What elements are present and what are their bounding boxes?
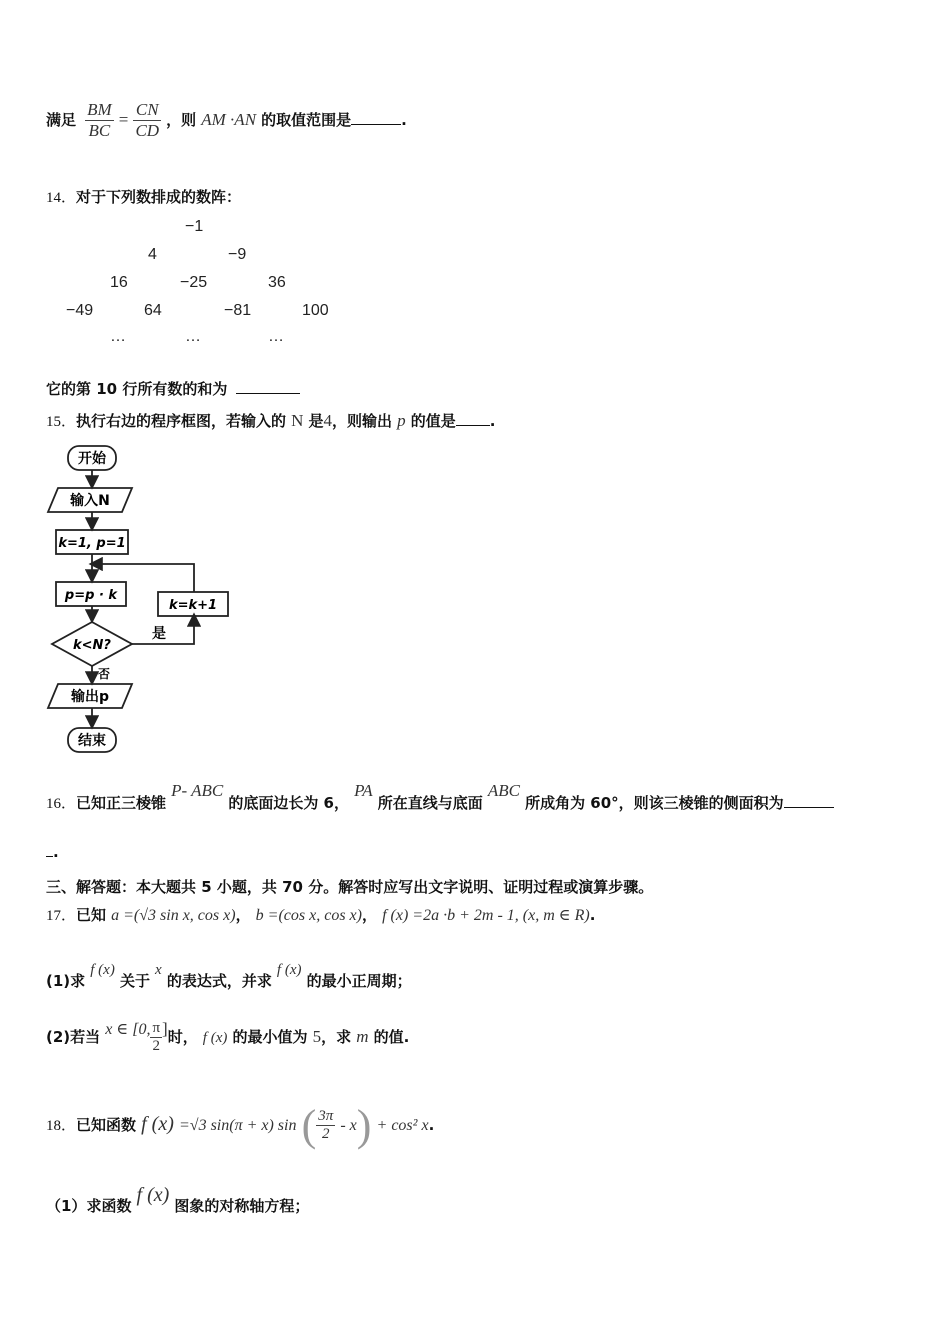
q17-p1-fx-2: f (x) bbox=[276, 962, 302, 978]
q17-part-1 bbox=[46, 958, 412, 994]
q17-p2-text-1: 若当 bbox=[70, 1028, 101, 1046]
q18-p1-fx: f (x) bbox=[136, 1184, 170, 1206]
q16-math-1: P- ABC bbox=[171, 781, 224, 800]
q18-eq-part: =√3 sin(π + x) sin bbox=[178, 1117, 297, 1134]
array-cell: −9 bbox=[228, 246, 247, 263]
q18-frac-num: 3π bbox=[318, 1108, 334, 1124]
flow-output-label: 输出p bbox=[70, 689, 110, 705]
array-cell: −49 bbox=[66, 302, 94, 319]
q17-f-expr: f (x) =2a ·b + 2m - 1, (x, m ∈ R) bbox=[382, 907, 590, 924]
q16-math-3: ABC bbox=[487, 781, 520, 800]
q17-p2-fx: f (x) bbox=[202, 1030, 228, 1046]
flow-cond-label: k<N? bbox=[73, 638, 111, 653]
q15-end: . bbox=[489, 412, 496, 430]
q16-end: . bbox=[53, 843, 59, 861]
section-3-heading: 三、解答题：本大题共 5 小题，共 70 分。解答时应写出文字说明、证明过程或演算步骤。 bbox=[46, 878, 654, 896]
q17-b-expr: b =(cos x, cos x) bbox=[255, 907, 362, 924]
q18-p1-label: （1） bbox=[46, 1197, 87, 1215]
q15-number: 15． bbox=[46, 414, 77, 430]
q13-end: . bbox=[401, 111, 407, 129]
q18-frac bbox=[316, 1108, 335, 1143]
q16-text-1: 已知正三棱锥 bbox=[76, 794, 167, 812]
q15-var-n: N bbox=[291, 411, 304, 430]
q17-end: . bbox=[589, 906, 596, 924]
q17-p1-text-4: 的最小正周期； bbox=[306, 972, 412, 990]
q17-p2-text-3: 的最小值为 bbox=[232, 1028, 308, 1046]
q17-a-expr: a =(√3 sin x, cos x) bbox=[111, 907, 236, 924]
q18-frac-den: 2 bbox=[321, 1126, 330, 1142]
q17-p2-frac bbox=[150, 1020, 162, 1055]
array-cell: 100 bbox=[302, 302, 329, 319]
q16-text-4: 所成角为 60°，则该三棱锥的侧面积为 bbox=[525, 794, 784, 812]
q16-line bbox=[46, 780, 834, 820]
q17-p1-text-2: 关于 bbox=[119, 972, 150, 990]
array-cell: −25 bbox=[180, 274, 208, 291]
q15-text-3: ，则输出 bbox=[332, 412, 393, 430]
q17-p2-val: 5 bbox=[312, 1027, 322, 1046]
q17-line bbox=[46, 904, 595, 925]
q17-p2-range-post: ] bbox=[162, 1019, 168, 1038]
q17-p2-text-5: 的值. bbox=[373, 1028, 410, 1046]
flow-no-label: 否 bbox=[98, 667, 111, 681]
q13-eq: = bbox=[118, 110, 129, 129]
q14-question-text: 它的第 10 行所有数的和为 bbox=[46, 380, 228, 398]
q16-math-2: PA bbox=[354, 781, 373, 800]
q18-paren-open: ( bbox=[301, 1101, 317, 1150]
q17-p1-text-3: 的表达式，并求 bbox=[166, 972, 272, 990]
q13-suffix: 的取值范围是 bbox=[261, 111, 352, 129]
q13-frac-left bbox=[85, 100, 114, 141]
q15-text-4: 的值是 bbox=[410, 412, 456, 430]
q17-p2-text-4: ，求 bbox=[321, 1028, 352, 1046]
q15-blank bbox=[456, 411, 490, 426]
array-cell: 36 bbox=[268, 274, 286, 291]
q17-sep-2: ， bbox=[361, 906, 377, 924]
q17-p2-label: (2) bbox=[46, 1028, 71, 1046]
q18-p1-text-2: 图象的对称轴方程； bbox=[174, 1197, 310, 1215]
q17-part-2 bbox=[46, 1020, 409, 1068]
q13-frac-right bbox=[133, 100, 161, 141]
q18-line bbox=[46, 1100, 434, 1152]
q17-p2-m: m bbox=[356, 1027, 369, 1046]
q17-text-1: 已知 bbox=[76, 906, 107, 924]
array-cell: … bbox=[268, 328, 284, 345]
flow-assign-label: p=p · k bbox=[64, 588, 118, 603]
q15-header bbox=[46, 410, 495, 431]
q14-header bbox=[46, 186, 241, 207]
q15-text-1: 执行右边的程序框图，若输入的 bbox=[76, 412, 287, 430]
q16-text-2: 的底面边长为 6， bbox=[228, 794, 349, 812]
q15-val: 4 bbox=[323, 411, 333, 430]
q13-blank bbox=[351, 110, 401, 125]
array-cell: −1 bbox=[185, 218, 204, 235]
flow-input-label: 输入N bbox=[70, 493, 110, 509]
q18-part-1 bbox=[46, 1184, 309, 1224]
q17-p1-x: x bbox=[155, 962, 162, 978]
array-cell: … bbox=[185, 328, 201, 345]
q13-expr: AM ·AN bbox=[201, 110, 257, 129]
q18-fx: f (x) bbox=[141, 1113, 174, 1135]
q18-after-frac: - x bbox=[340, 1117, 357, 1134]
q16-blank-2 bbox=[46, 842, 53, 857]
q18-end: . bbox=[428, 1116, 435, 1134]
q14-number: 14． bbox=[46, 190, 77, 206]
q16-number: 16． bbox=[46, 796, 77, 812]
q18-tail: + cos² x bbox=[376, 1117, 429, 1134]
q17-sep-1: ， bbox=[235, 906, 251, 924]
q18-number: 18． bbox=[46, 1118, 77, 1134]
q17-p1-fx-1: f (x) bbox=[90, 962, 115, 978]
q17-p1-text-1: 求 bbox=[70, 972, 86, 990]
flow-incr-label: k=k+1 bbox=[168, 598, 218, 613]
q13-comma: ，则 bbox=[166, 111, 197, 129]
q18-text-1: 已知函数 bbox=[76, 1116, 137, 1134]
q18-p1-text-1: 求函数 bbox=[86, 1197, 132, 1215]
array-cell: 4 bbox=[148, 246, 157, 263]
q13-prefix: 满足 bbox=[46, 111, 77, 129]
q17-p2-text-2: 时， bbox=[167, 1028, 198, 1046]
q13-frac-right-num: CN bbox=[133, 100, 161, 121]
q18-paren-close: ) bbox=[356, 1101, 372, 1150]
q14-question bbox=[46, 378, 300, 399]
q14-blank bbox=[236, 379, 300, 394]
array-cell: … bbox=[110, 328, 126, 345]
flow-start-label: 开始 bbox=[78, 451, 106, 467]
q16-text-3: 所在直线与底面 bbox=[377, 794, 483, 812]
q16-blank-1 bbox=[784, 793, 834, 808]
q17-p2-range-pre: x ∈ [0, bbox=[105, 1021, 151, 1038]
q13-frac-left-num: BM bbox=[87, 100, 112, 119]
q17-p2-two: 2 bbox=[152, 1038, 160, 1054]
q15-text-2: 是 bbox=[308, 412, 324, 430]
array-cell: 16 bbox=[110, 274, 128, 291]
q16-cont bbox=[46, 842, 59, 861]
flow-yes-label: 是 bbox=[152, 626, 166, 642]
flow-init-label: k=1, p=1 bbox=[58, 536, 126, 551]
q17-number: 17． bbox=[46, 908, 77, 924]
array-cell: −81 bbox=[224, 302, 252, 319]
q15-var-p: p bbox=[397, 411, 406, 430]
q13-frac-left-den: BC bbox=[88, 121, 111, 140]
q13-frac-right-den: CD bbox=[135, 121, 160, 140]
flowchart bbox=[40, 440, 240, 760]
q17-p1-label: (1) bbox=[46, 972, 71, 990]
flow-end-label: 结束 bbox=[78, 733, 106, 749]
q17-p2-pi: π bbox=[152, 1020, 161, 1036]
q13-line bbox=[46, 100, 407, 152]
q14-text: 对于下列数排成的数阵： bbox=[76, 188, 242, 206]
array-cell: 64 bbox=[144, 302, 162, 319]
